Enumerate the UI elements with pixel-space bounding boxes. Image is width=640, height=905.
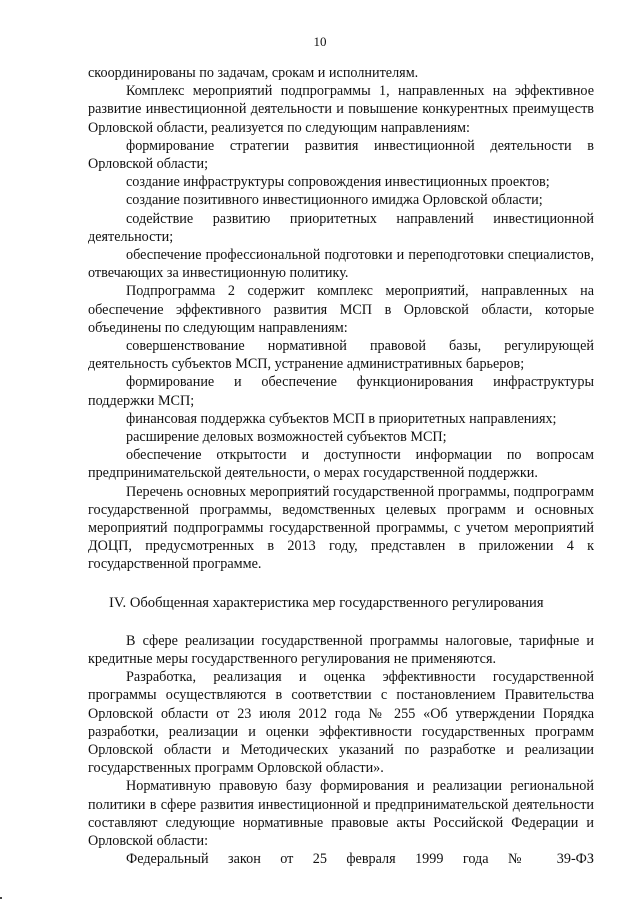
page-number: 10 bbox=[313, 34, 327, 49]
paragraph: формирование и обеспечение функционирования инфраструктуры поддержки МСП; bbox=[88, 374, 594, 409]
paragraph: создание позитивного инвестиционного имиджа Орловской области; bbox=[126, 192, 543, 209]
paragraph: совершенствование нормативной правовой базы, регулирующей деятельность субъектов МСП, устранение административных барьеров; bbox=[88, 338, 594, 373]
paragraph: скоординированы по задачам, срокам и исполнителям. bbox=[88, 65, 419, 81]
paragraph: содействие развитию приоритетных направлений инвестиционной деятельности; bbox=[88, 210, 594, 245]
section-after-heading bbox=[88, 632, 594, 869]
paragraph: расширение деловых возможностей субъектов МСП; bbox=[126, 429, 447, 446]
paragraph: Нормативную правовую базу формирования и реализации региональной политики в сфере развития инвестиционной и предпринимательской деятельности составляют следующие нормативные правовые акты Российской Федерации и Орловской области: bbox=[88, 778, 594, 849]
scan-edge-mark bbox=[0, 897, 2, 899]
section-heading: IV. Обобщенная характеристика мер государственного регулирования bbox=[109, 594, 544, 611]
paragraph: В сфере реализации государственной программы налоговые, тарифные и кредитные меры государственного регулирования не применяются. bbox=[88, 632, 594, 667]
paragraph: Подпрограмма 2 содержит комплекс мероприятий, направленных на обеспечение эффективного развития МСП в Орловской области, которые объединены по следующим направлениям: bbox=[88, 283, 594, 336]
paragraph: Федеральный закон от 25 февраля 1999 года № 39-ФЗ bbox=[126, 851, 594, 868]
paragraph: финансовая поддержка субъектов МСП в приоритетных направлениях; bbox=[126, 410, 557, 427]
paragraph: создание инфраструктуры сопровождения инвестиционных проектов; bbox=[126, 174, 550, 191]
section-before-heading bbox=[88, 64, 594, 574]
paragraph: формирование стратегии развития инвестиционной деятельности в Орловской области; bbox=[88, 137, 594, 173]
paragraph: Перечень основных мероприятий государственной программы, подпрограмм государственной программы, ведомственных целевых программ и основных мероприятий подпрограммы государственной программы, с учетом мероприятий ДОЦП, предусмотренных в 2013 году, представлен в приложении 4 к государственной программе. bbox=[88, 483, 594, 573]
paragraph: Разработка, реализация и оценка эффективности государственной программы осуществляются в соответствии с постановлением Правительства Орловской области от 23 июля 2012 года № 255 «Об утверждении Порядка разработки, реализации и оценки эффективности государственных программ Орловской области и Методических указаний по разработке и реализации государственных программ Орловской области». bbox=[88, 669, 594, 777]
paragraph: обеспечение открытости и доступности информации по вопросам предпринимательской деятельности, о мерах государственной поддержки. bbox=[88, 447, 594, 482]
paragraph: Комплекс мероприятий подпрограммы 1, направленных на эффективное развитие инвестиционной деятельности и повышение конкурентных преимуществ Орловской области, реализуется по следующим направлениям: bbox=[88, 83, 594, 136]
paragraph: обеспечение профессиональной подготовки и переподготовки специалистов, отвечающих за инвестиционную политику. bbox=[88, 247, 594, 282]
document-body bbox=[88, 64, 594, 868]
